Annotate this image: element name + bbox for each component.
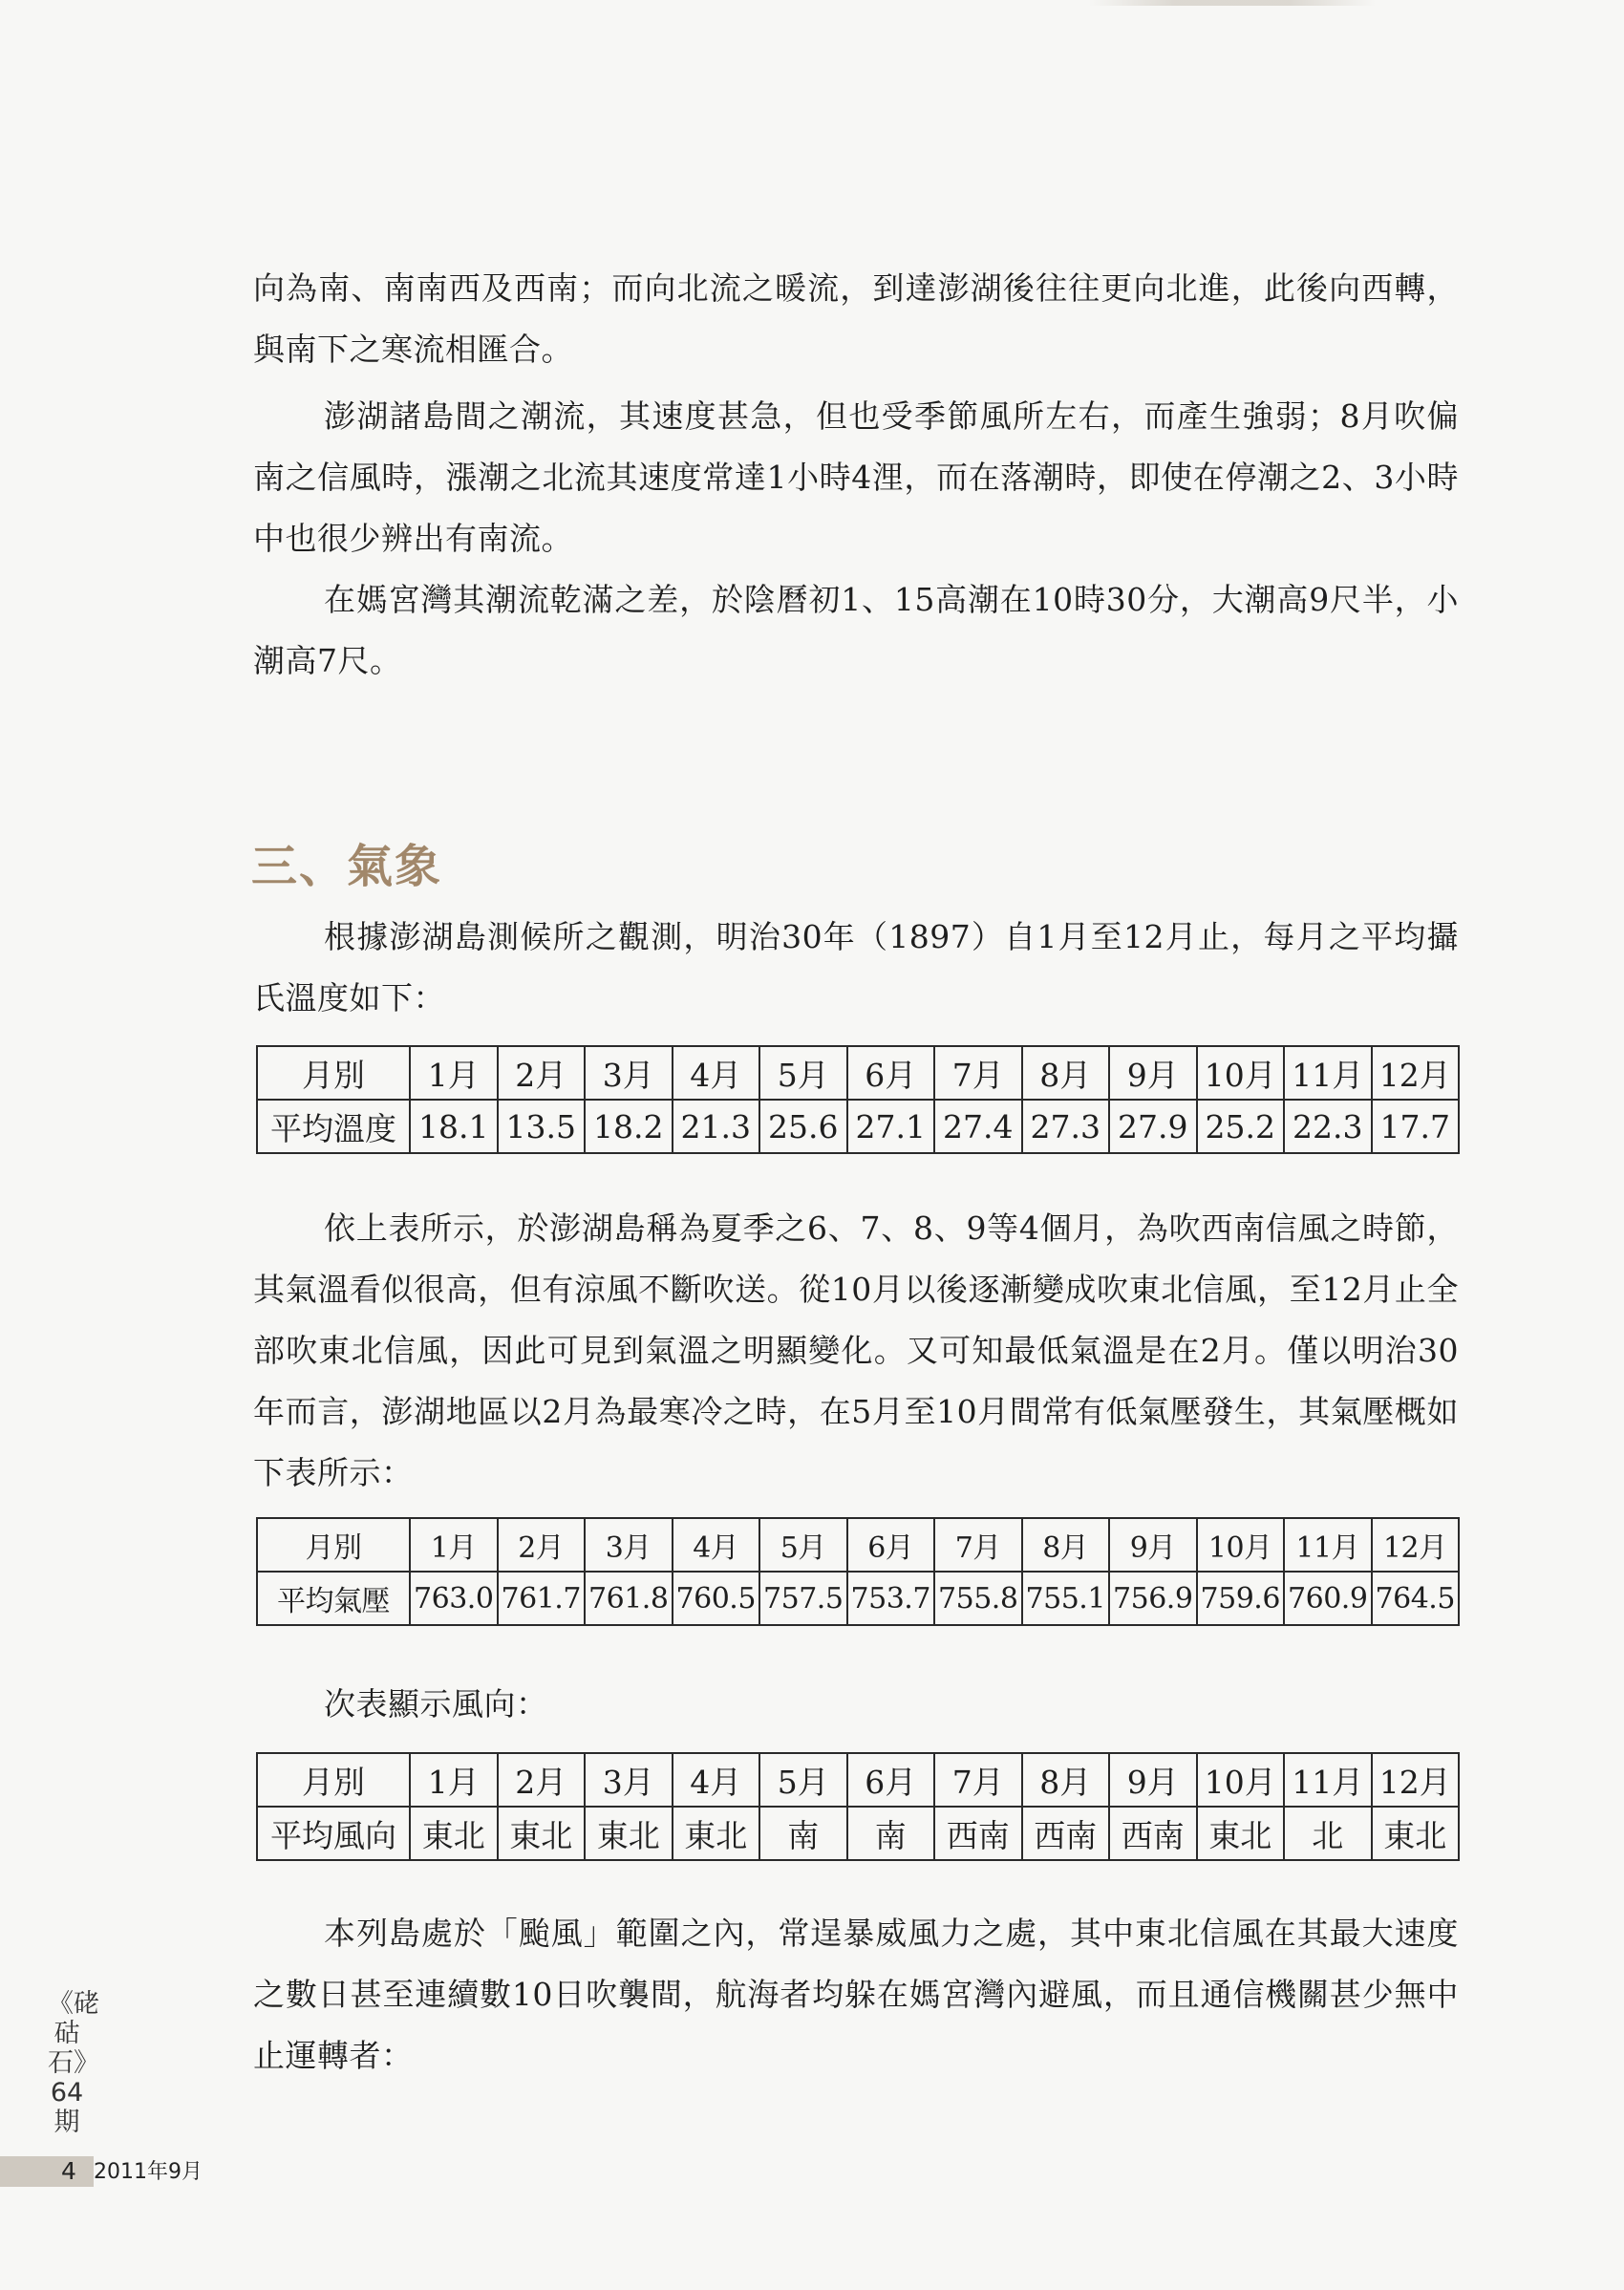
row-label: 平均氣壓 <box>257 1572 410 1625</box>
value-cell: 25.6 <box>759 1100 847 1153</box>
wind-table <box>256 1752 1460 1861</box>
issue-date: 2011年9月 <box>94 2160 203 2184</box>
value-cell: 760.5 <box>673 1572 760 1625</box>
value-cell: 東北 <box>410 1807 498 1860</box>
row-label: 平均溫度 <box>257 1100 410 1153</box>
value-cell: 27.3 <box>1022 1100 1110 1153</box>
value-cell: 西南 <box>1022 1807 1110 1860</box>
value-cell: 西南 <box>934 1807 1022 1860</box>
month-cell: 11月 <box>1284 1753 1372 1807</box>
paragraph-1: 向為南、南南西及西南；而向北流之暖流，到達澎湖後往往更向北進，此後向西轉，與南下之寒流相匯合。 <box>253 269 1459 368</box>
temperature-table <box>256 1045 1460 1154</box>
value-cell: 17.7 <box>1372 1100 1460 1153</box>
paragraph-7: 本列島處於「颱風」範圍之內，常逞暴威風力之處，其中東北信風在其最大速度之數日甚至連續數10日吹襲間，航海者均躲在媽宮灣內避風，而且通信機關甚少無中止運轉者： <box>253 1915 1459 2074</box>
value-cell: 22.3 <box>1284 1100 1372 1153</box>
value-cell: 18.1 <box>410 1100 498 1153</box>
month-cell: 3月 <box>585 1753 673 1807</box>
value-cell: 755.1 <box>1022 1572 1110 1625</box>
month-cell: 5月 <box>759 1518 847 1572</box>
month-cell: 7月 <box>934 1046 1022 1100</box>
month-cell: 3月 <box>585 1518 673 1572</box>
value-cell: 北 <box>1284 1807 1372 1860</box>
month-cell: 9月 <box>1109 1046 1197 1100</box>
value-cell: 25.2 <box>1197 1100 1285 1153</box>
month-cell: 8月 <box>1022 1046 1110 1100</box>
paragraph-4: 根據澎湖島測候所之觀測，明治30年（1897）自1月至12月止，每月之平均攝氏溫度如下： <box>253 918 1459 1017</box>
month-cell: 3月 <box>585 1046 673 1100</box>
scan-mark <box>1089 0 1376 6</box>
value-cell: 東北 <box>1372 1807 1460 1860</box>
month-cell: 8月 <box>1022 1518 1110 1572</box>
month-cell: 6月 <box>847 1518 935 1572</box>
month-cell: 12月 <box>1372 1046 1460 1100</box>
value-cell: 南 <box>759 1807 847 1860</box>
page-number-bar <box>0 2156 94 2187</box>
month-cell: 10月 <box>1197 1046 1285 1100</box>
temperature-value-row <box>257 1100 1459 1153</box>
wind-value-row <box>257 1807 1459 1860</box>
value-cell: 東北 <box>673 1807 760 1860</box>
value-cell: 13.5 <box>498 1100 586 1153</box>
month-cell: 1月 <box>410 1753 498 1807</box>
paragraph-5: 依上表所示，於澎湖島稱為夏季之6、7、8、9等4個月，為吹西南信風之時節，其氣溫看似很高，但有涼風不斷吹送。從10月以後逐漸變成吹東北信風，至12月止全部吹東北信風，因此可見到氣溫之明顯變化。又可知最低氣溫是在2月。僅以明治30年而言，澎湖地區以2月為最寒冷之時，在5月至10月間常有低氣壓發生，其氣壓概如下表所示： <box>253 1209 1459 1491</box>
value-cell: 761.7 <box>498 1572 586 1625</box>
month-cell: 7月 <box>934 1518 1022 1572</box>
month-cell: 6月 <box>847 1046 935 1100</box>
month-cell: 2月 <box>498 1518 586 1572</box>
value-cell: 756.9 <box>1109 1572 1197 1625</box>
value-cell: 757.5 <box>759 1572 847 1625</box>
value-cell: 18.2 <box>585 1100 673 1153</box>
month-cell: 1月 <box>410 1518 498 1572</box>
value-cell: 759.6 <box>1197 1572 1285 1625</box>
value-cell: 763.0 <box>410 1572 498 1625</box>
paragraph-6: 次表顯示風向： <box>324 1685 548 1723</box>
month-cell: 12月 <box>1372 1518 1460 1572</box>
paragraph-2: 澎湖諸島間之潮流，其速度甚急，但也受季節風所左右，而產生強弱；8月吹偏南之信風時，漲潮之北流其速度常達1小時4浬，而在落潮時，即使在停潮之2、3小時中也很少辨出有南流。 <box>253 397 1459 557</box>
month-cell: 11月 <box>1284 1518 1372 1572</box>
month-cell: 2月 <box>498 1046 586 1100</box>
value-cell: 西南 <box>1109 1807 1197 1860</box>
value-cell: 21.3 <box>673 1100 760 1153</box>
value-cell: 東北 <box>1197 1807 1285 1860</box>
value-cell: 27.9 <box>1109 1100 1197 1153</box>
month-cell: 4月 <box>673 1753 760 1807</box>
publication-title: 《硓𥑮石》64期 <box>48 1989 99 2137</box>
header-label: 月別 <box>257 1046 410 1100</box>
row-label: 平均風向 <box>257 1807 410 1860</box>
month-cell: 8月 <box>1022 1753 1110 1807</box>
month-cell: 4月 <box>673 1518 760 1572</box>
value-cell: 27.4 <box>934 1100 1022 1153</box>
month-cell: 12月 <box>1372 1753 1460 1807</box>
temperature-header-row <box>257 1046 1459 1100</box>
month-cell: 10月 <box>1197 1753 1285 1807</box>
paragraph-3: 在媽宮灣其潮流乾滿之差，於陰曆初1、15高潮在10時30分，大潮高9尺半，小潮高7尺。 <box>253 581 1459 679</box>
month-cell: 11月 <box>1284 1046 1372 1100</box>
value-cell: 南 <box>847 1807 935 1860</box>
value-cell: 755.8 <box>934 1572 1022 1625</box>
header-label: 月別 <box>257 1753 410 1807</box>
section-heading: 三、氣象 <box>251 840 443 893</box>
month-cell: 1月 <box>410 1046 498 1100</box>
wind-header-row <box>257 1753 1459 1807</box>
month-cell: 7月 <box>934 1753 1022 1807</box>
month-cell: 5月 <box>759 1046 847 1100</box>
month-cell: 5月 <box>759 1753 847 1807</box>
value-cell: 761.8 <box>585 1572 673 1625</box>
value-cell: 27.1 <box>847 1100 935 1153</box>
value-cell: 東北 <box>498 1807 586 1860</box>
value-cell: 東北 <box>585 1807 673 1860</box>
month-cell: 6月 <box>847 1753 935 1807</box>
month-cell: 4月 <box>673 1046 760 1100</box>
month-cell: 9月 <box>1109 1518 1197 1572</box>
value-cell: 753.7 <box>847 1572 935 1625</box>
value-cell: 764.5 <box>1372 1572 1460 1625</box>
value-cell: 760.9 <box>1284 1572 1372 1625</box>
pressure-header-row <box>257 1518 1459 1572</box>
month-cell: 2月 <box>498 1753 586 1807</box>
month-cell: 9月 <box>1109 1753 1197 1807</box>
header-label: 月別 <box>257 1518 410 1572</box>
pressure-table <box>256 1517 1460 1626</box>
pressure-value-row <box>257 1572 1459 1625</box>
month-cell: 10月 <box>1197 1518 1285 1572</box>
page-number: 4 <box>61 2157 76 2185</box>
